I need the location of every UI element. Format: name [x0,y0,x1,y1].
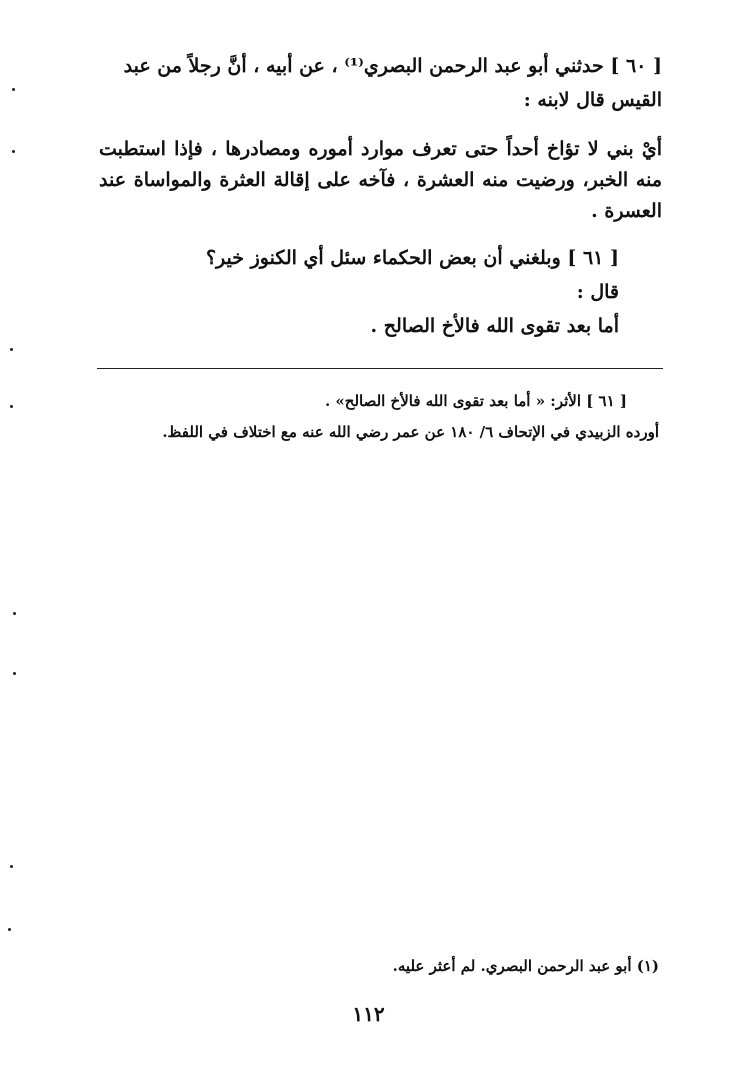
separator-rule [97,368,663,369]
margin-speck [13,672,16,675]
margin-speck [10,865,13,868]
advice-line-3: العسرة . [591,200,662,222]
advice-line-2: منه الخبر، ورضيت منه العشرة ، فآخه على إقالة العثرة والمواساة عند [99,169,662,191]
advice-line-1: أيْ بني لا تؤاخ أحداً حتى تعرف موارد أموره ومصادرها ، فإذا استطبت [99,138,662,160]
hadith-60-line-1: [ ٦٠ ] حدثني أبو عبد الرحمن البصري⁽¹⁾ ، عن أبيه ، أنَّ رجلاً من عبد [123,55,662,77]
margin-speck [10,405,13,408]
margin-speck [12,88,15,91]
hadith-61-line-1: [ ٦١ ] وبلغني أن بعض الحكماء سئل أي الكنوز خير؟ [205,247,619,269]
footnote: (١) أبو عبد الرحمن البصري. لم أعثر عليه. [392,957,659,975]
hadith-61-line-3: أما بعد تقوى الله فالأخ الصالح . [370,315,619,337]
margin-speck [8,928,11,931]
commentary-line-1: [ ٦١ ] الأثر: « أما بعد تقوى الله فالأخ الصالح» . [324,392,627,410]
page-number: ١١٢ [352,1002,385,1026]
margin-speck [12,150,15,153]
hadith-60-line-2: القيس قال لابنه : [523,89,662,111]
commentary-line-2: أورده الزبيدي في الإتحاف ٦/ ١٨٠ عن عمر رضي الله عنه مع اختلاف في اللفظ. [162,423,659,441]
margin-speck [13,612,16,615]
advice-paragraph [99,134,662,227]
margin-speck [10,348,13,351]
hadith-61-line-2: قال : [576,281,619,303]
